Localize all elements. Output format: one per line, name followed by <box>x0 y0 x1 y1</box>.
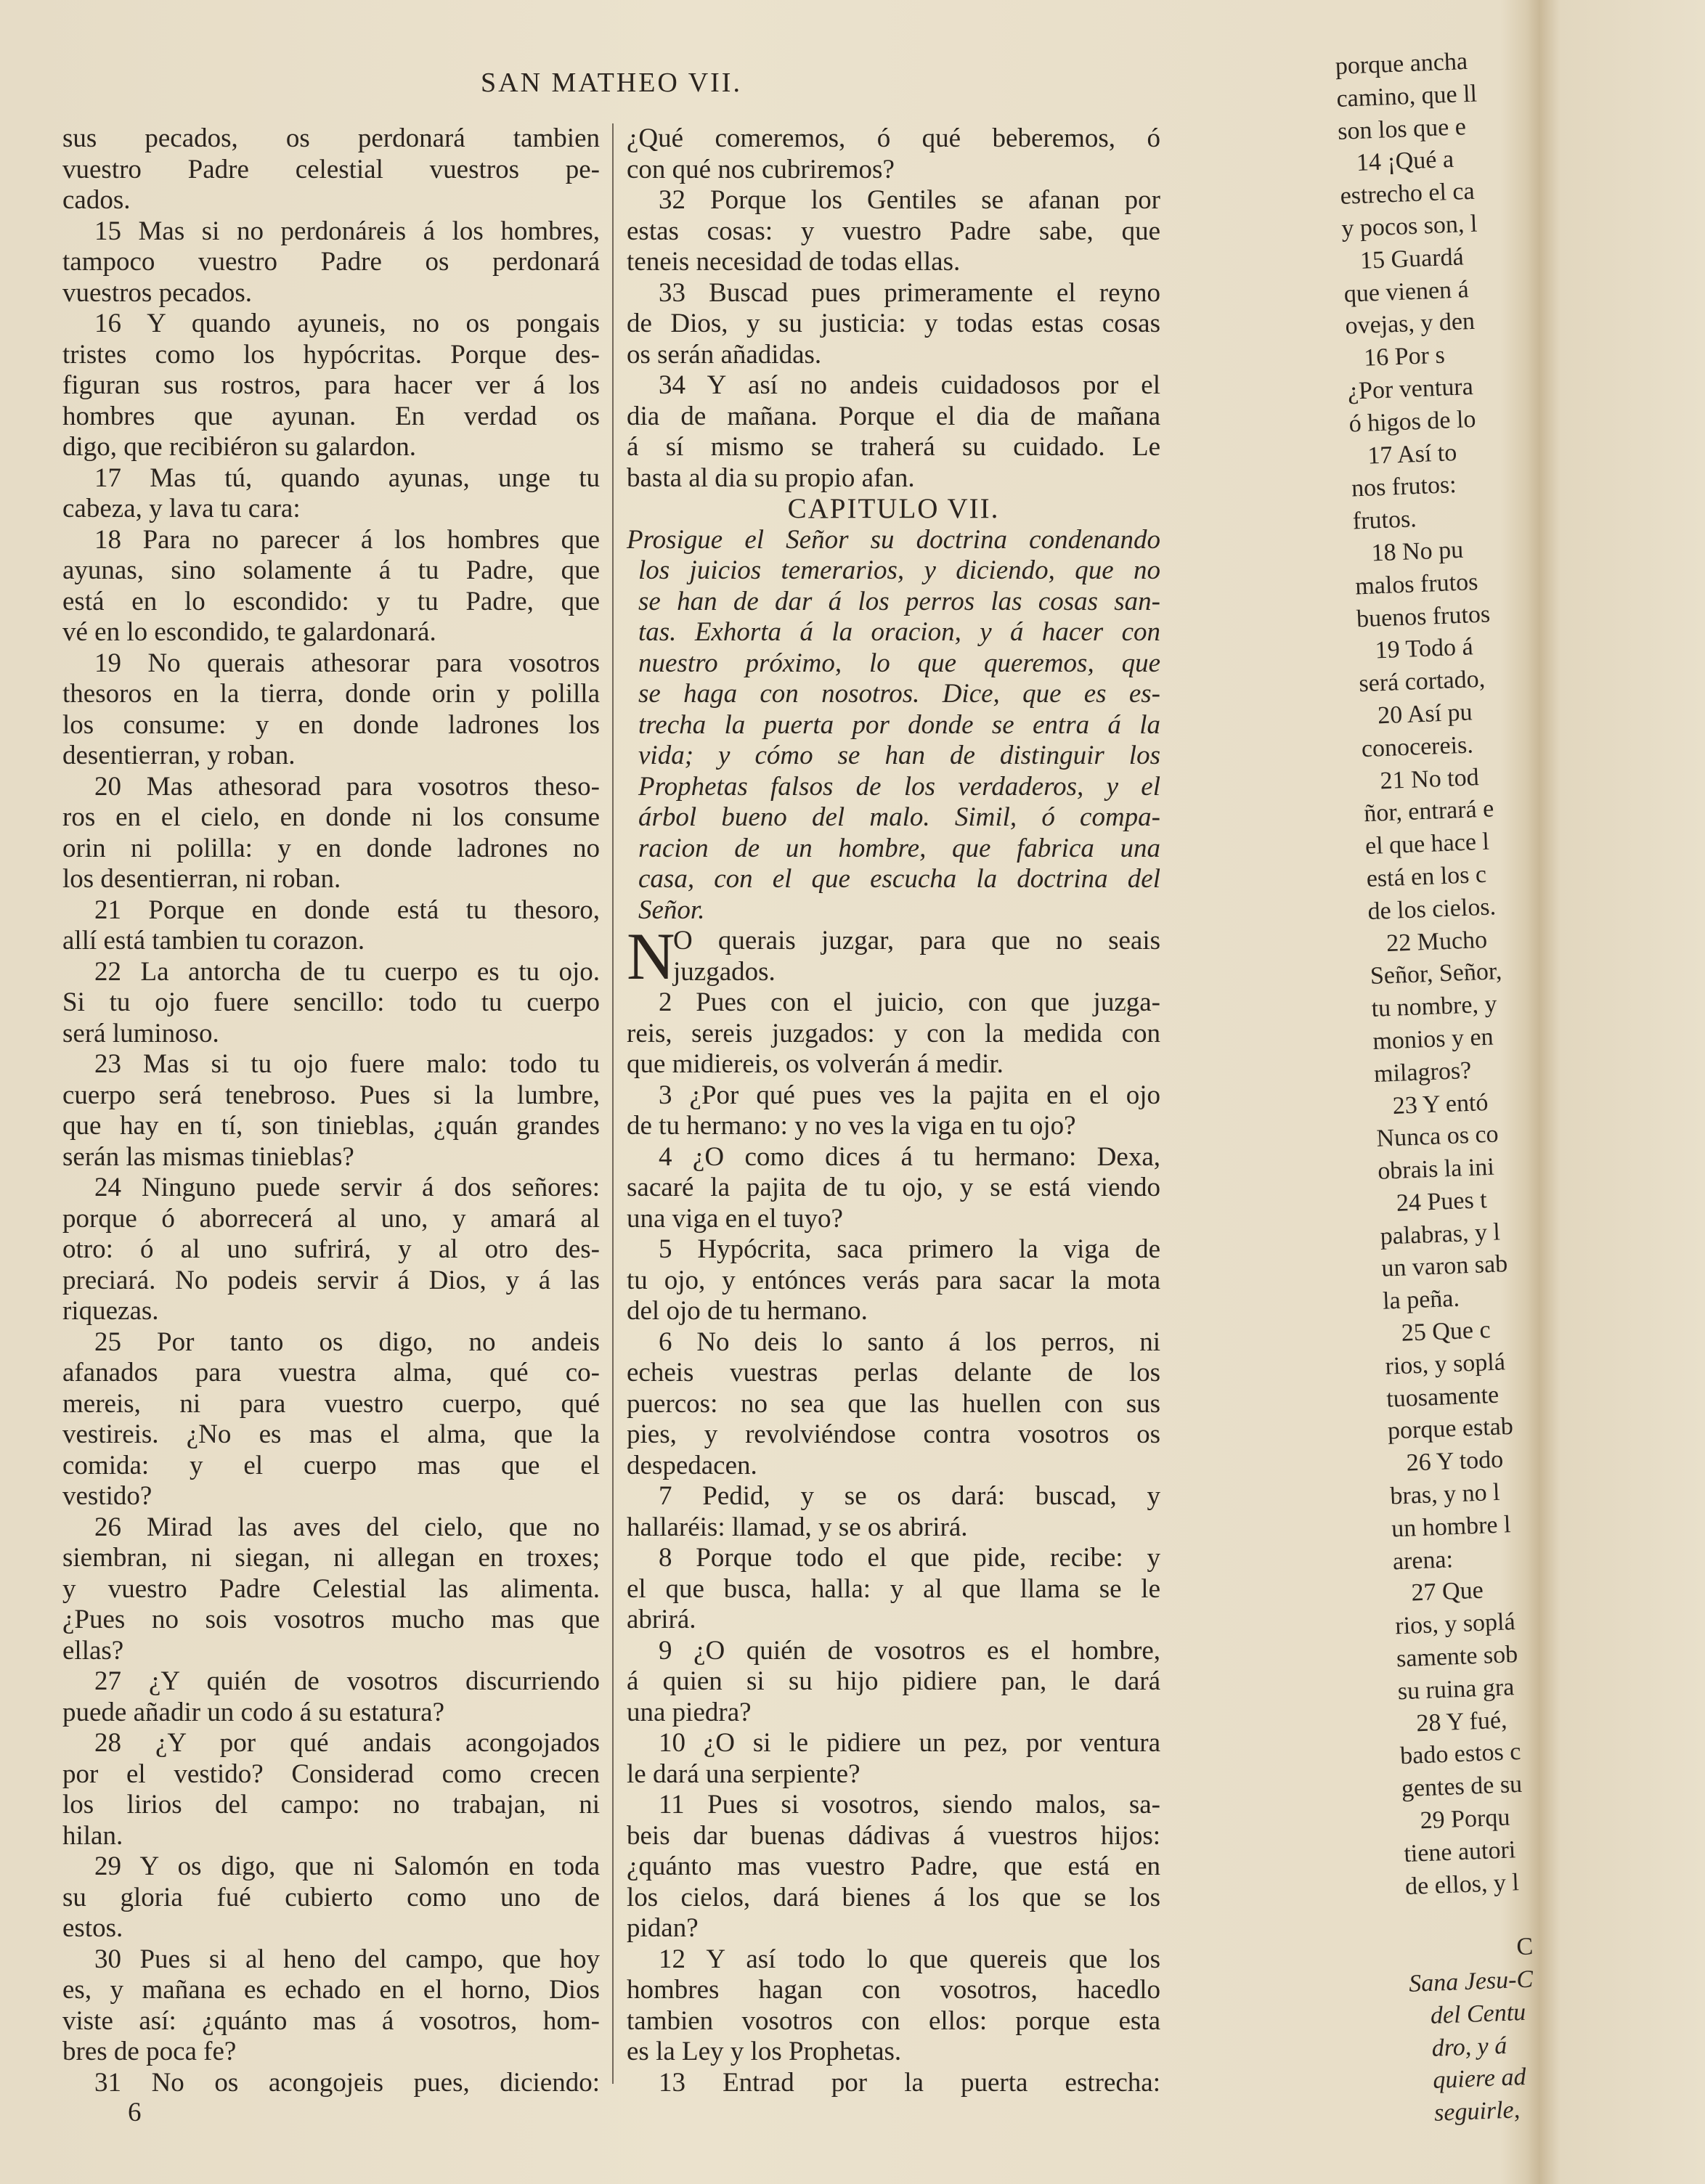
fragment-line: 16 Por s <box>1363 341 1446 372</box>
text-line: figuran sus rostros, para hacer ver á los <box>62 370 600 400</box>
text-line: ellas? <box>62 1635 124 1666</box>
fragment-line: rios, y soplá <box>1384 1348 1506 1380</box>
fragment-line: monios y en <box>1372 1023 1494 1055</box>
text-line: serán las mismas tinieblas? <box>62 1141 354 1172</box>
fragment-line: de los cielos. <box>1367 893 1497 925</box>
first-verse <box>627 919 1160 993</box>
text-line: porque ó aborrecerá al uno, y amará al <box>62 1203 600 1234</box>
text-line: árbol bueno del malo. Simil, ó compa- <box>638 802 1160 832</box>
sidenote-line: del Centu <box>1430 1998 1526 2029</box>
text-line: 2 Pues con el juicio, con que juzga- <box>659 987 1160 1017</box>
verse-paragraph <box>627 1728 1160 1790</box>
drop-cap: N <box>627 919 675 993</box>
text-line: echeis vuestras perlas delante de los <box>627 1358 1160 1388</box>
verse-paragraph <box>627 1790 1160 1944</box>
text-line: ¿Qué comeremos, ó qué beberemos, ó <box>627 123 1160 153</box>
text-line: hombres hagan con vosotros, hacedlo <box>627 1975 1160 2005</box>
text-line: 8 Porque todo el que pide, recibe: y <box>659 1543 1160 1573</box>
text-line: ¿quánto mas vuestro Padre, que está en <box>627 1851 1160 1881</box>
fragment-line: 28 Y fué, <box>1415 1706 1508 1737</box>
fragment-line: porque estab <box>1387 1413 1514 1446</box>
fragment-line: ¿Por ventura <box>1347 373 1474 405</box>
facing-page-fragment <box>1329 44 1534 2178</box>
fragment-line: conocereis. <box>1361 731 1474 763</box>
fragment-line: un varon sab <box>1380 1250 1508 1283</box>
text-line: 5 Hypócrita, saca primero la viga de <box>659 1234 1160 1264</box>
text-line: 22 La antorcha de tu cuerpo es tu ojo. <box>94 956 600 987</box>
fragment-line: Señor, Señor, <box>1370 958 1502 990</box>
text-line: 23 Mas si tu ojo fuere malo: todo tu <box>94 1049 600 1079</box>
text-line: que midiereis, os volverán á medir. <box>627 1049 1004 1079</box>
text-line: reis, sereis juzgados: y con la medida con <box>627 1018 1160 1048</box>
text-line: á quien si su hijo pidiere pan, le dará <box>627 1666 1160 1696</box>
text-line: 3 ¿Por qué pues ves la pajita en el ojo <box>659 1080 1160 1110</box>
text-line: tu ojo, y entónces verás para sacar la mota <box>627 1265 1160 1295</box>
verse-paragraph <box>62 2068 600 2099</box>
text-line: pies, y revolviéndose contra vosotros os <box>627 1419 1160 1449</box>
fragment-line: gentes de su <box>1401 1771 1523 1803</box>
text-line: vestido? <box>62 1481 152 1511</box>
text-line: estas cosas: y vuestro Padre sabe, que <box>627 216 1160 246</box>
sidenote-heading: C <box>1515 1933 1534 1961</box>
fragment-line: ovejas, y den <box>1344 308 1476 341</box>
fragment-line: tuosamente <box>1385 1381 1499 1413</box>
text-line: sus pecados, os perdonará tambien <box>62 123 600 153</box>
fragment-line: ó higos de lo <box>1348 405 1477 438</box>
verse-paragraph <box>627 1080 1160 1142</box>
sidenote-line: quiere ad <box>1432 2063 1527 2095</box>
text-line: siembran, ni siegan, ni allegan en troxes; <box>62 1543 600 1573</box>
text-line: el que busca, halla: y al que llama se le <box>627 1573 1160 1604</box>
text-line: de Dios, y su justicia: y todas estas cosas <box>627 309 1160 338</box>
text-line: digo, que recibiéron su galardon. <box>62 432 417 462</box>
text-line: 31 No os acongojeis pues, diciendo: <box>94 2067 600 2098</box>
text-line: una piedra? <box>627 1697 752 1727</box>
text-line: teneis necesidad de todas ellas. <box>627 247 961 277</box>
text-line: basta al dia su propio afan. <box>627 463 915 493</box>
verse-paragraph <box>62 772 600 895</box>
fragment-line: rios, y soplá <box>1394 1608 1516 1640</box>
text-line: con qué nos cubriremos? <box>627 154 895 184</box>
text-line: Señor. <box>638 895 705 925</box>
text-line: 9 ¿O quién de vosotros es el hombre, <box>659 1635 1160 1666</box>
text-line: otro: ó al uno sufrirá, y al otro des- <box>62 1234 600 1264</box>
text-line: 16 Y quando ayuneis, no os pongais <box>94 309 600 338</box>
text-line: 26 Mirad las aves del cielo, que no <box>94 1512 600 1542</box>
verse-paragraph <box>62 1327 600 1512</box>
fragment-line: Nunca os co <box>1375 1120 1499 1153</box>
right-column <box>627 123 1160 2098</box>
text-line: de tu hermano: y no ves la viga en tu ojo? <box>627 1111 1076 1141</box>
text-line: los consume: y en donde ladrones los <box>62 709 600 740</box>
text-line: y vuestro Padre Celestial las alimenta. <box>62 1573 600 1604</box>
fragment-line: 19 Todo á <box>1375 633 1474 664</box>
verse-paragraph <box>627 278 1160 371</box>
text-line: comida: y el cuerpo mas que el <box>62 1450 600 1480</box>
left-column <box>62 123 600 2098</box>
text-line: dia de mañana. Porque el dia de mañana <box>627 401 1160 431</box>
fragment-line: y pocos son, l <box>1340 210 1478 243</box>
text-line: 13 Entrad por la puerta estrecha: <box>659 2067 1160 2098</box>
text-line: orin ni polilla: y en donde ladrones no <box>62 833 600 863</box>
text-line: una viga en el tuyo? <box>627 1203 843 1234</box>
text-line: á sí mismo se traherá su cuidado. Le <box>627 432 1160 462</box>
verse-paragraph <box>62 1512 600 1667</box>
column-divider <box>612 123 614 2084</box>
sidenote-line: dro, y á <box>1431 2032 1507 2062</box>
text-line: vida; y cómo se han de distinguir los <box>638 741 1160 770</box>
text-line: pidan? <box>627 1913 699 1943</box>
text-line: 30 Pues si al heno del campo, que hoy <box>94 1944 600 1974</box>
text-line: ros en el cielo, en donde ni los consume <box>62 802 600 832</box>
verse-paragraph <box>62 123 600 216</box>
text-line: tristes como los hypócritas. Porque des- <box>62 339 600 370</box>
page-signature: 6 <box>128 2098 142 2127</box>
fragment-line: 27 Que <box>1410 1577 1484 1607</box>
fragment-line: será cortado, <box>1358 665 1486 698</box>
fragment-line: 15 Guardá <box>1359 243 1465 274</box>
fragment-line: porque ancha <box>1335 48 1468 80</box>
text-line: 4 ¿O como dices á tu hermano: Dexa, <box>659 1141 1160 1172</box>
text-line: que hay en tí, son tinieblas, ¿quán grandes <box>62 1111 600 1141</box>
text-line: racion de un hombre, que fabrica una <box>638 833 1160 863</box>
verse-paragraph <box>62 309 600 463</box>
fragment-line: su ruina gra <box>1397 1674 1515 1706</box>
text-line: 27 ¿Y quién de vosotros discurriendo <box>94 1666 600 1696</box>
fragment-line: 22 Mucho <box>1385 926 1488 957</box>
text-line: allí está tambien tu corazon. <box>62 926 365 956</box>
text-line: es, y mañana es echado en el horno, Dios <box>62 1975 600 2005</box>
text-line: ayunas, sino solamente á tu Padre, que <box>62 555 600 585</box>
fragment-line: frutos. <box>1352 505 1417 535</box>
fragment-line: 24 Pues t <box>1396 1186 1488 1217</box>
text-line: por el vestido? Considerad como crecen <box>62 1759 600 1789</box>
text-line: tas. Exhorta á la oracion, y á hacer con <box>638 617 1160 647</box>
fragment-line: el que hace l <box>1364 828 1490 860</box>
verses-before-chapter <box>627 123 1160 494</box>
text-line: Prosigue el Señor su doctrina condenando <box>627 524 1160 555</box>
text-line: mereis, ni para vuestro cuerpo, qué <box>62 1388 600 1419</box>
text-line: cados. <box>62 185 131 215</box>
verse-paragraph <box>627 1543 1160 1636</box>
fragment-line: 29 Porqu <box>1419 1804 1511 1835</box>
text-line: 28 ¿Y por qué andais acongojados <box>94 1728 600 1758</box>
text-line: los desentierran, ni roban. <box>62 864 341 894</box>
verse-paragraph <box>627 1327 1160 1482</box>
verse-paragraph <box>62 1851 600 1944</box>
verse-paragraph <box>627 525 1160 926</box>
text-line: 21 Porque en donde está tu thesoro, <box>94 895 600 925</box>
text-line: 15 Mas si no perdonáreis á los hombres, <box>94 216 600 246</box>
verse-paragraph <box>62 648 600 772</box>
verse-paragraph <box>62 1173 600 1327</box>
text-line: los cielos, dará bienes á los que se los <box>627 1882 1160 1912</box>
text-line: 12 Y así todo lo que quereis que los <box>659 1944 1160 1974</box>
text-line: hilan. <box>62 1820 123 1851</box>
text-line: os serán añadidas. <box>627 339 822 370</box>
text-line: 6 No deis lo santo á los perros, ni <box>659 1327 1160 1357</box>
text-line: vé en lo escondido, te galardonará. <box>62 617 436 647</box>
fragment-line: samente sob <box>1396 1641 1518 1673</box>
text-line: se haga con nosotros. Dice, que es es- <box>638 679 1160 709</box>
text-line: ¿Pues no sois vosotros mucho mas que <box>62 1605 600 1634</box>
fragment-line: palabras, y l <box>1380 1218 1501 1250</box>
text-line: vuestro Padre celestial vuestros pe- <box>62 154 600 184</box>
verse-paragraph <box>62 216 600 309</box>
fragment-line: obrais la ini <box>1377 1153 1495 1185</box>
fragment-line: buenos frutos <box>1356 600 1491 632</box>
text-line: hombres que ayunan. En verdad os <box>62 401 600 431</box>
text-line: los juicios temerarios, y diciendo, que no <box>638 555 1160 585</box>
verse-paragraph <box>62 1049 600 1173</box>
text-line: 18 Para no parecer á los hombres que <box>94 524 600 555</box>
text-line: Prophetas falsos de los verdaderos, y el <box>638 771 1160 802</box>
text-line: abrirá. <box>627 1605 696 1634</box>
chapter-heading: CAPITULO VII. <box>787 493 1000 524</box>
text-line: trecha la puerta por donde se entra á la <box>638 709 1160 740</box>
text-line: hallaréis: llamad, y se os abrirá. <box>627 1512 968 1542</box>
text-line: afanados para vuestra alma, qué co- <box>62 1358 600 1388</box>
text-line: vestireis. ¿No es mas el alma, que la <box>62 1419 600 1449</box>
fragment-line: bado estos c <box>1399 1738 1522 1770</box>
fragment-line: 21 No tod <box>1379 763 1480 794</box>
text-line: sacaré la pajita de tu ojo, y se está viendo <box>627 1173 1160 1202</box>
text-line: 17 Mas tú, quando ayunas, unge tu <box>94 463 600 493</box>
text-line: vuestros pecados. <box>62 277 252 308</box>
text-line: del ojo de tu hermano. <box>627 1296 868 1326</box>
fragment-line: 17 Así to <box>1367 439 1457 470</box>
running-header: SAN MATHEO VII. <box>481 68 742 98</box>
verse-paragraph <box>62 525 600 648</box>
fragment-line: malos frutos <box>1354 568 1478 600</box>
text-line: 25 Por tanto os digo, no andeis <box>94 1327 600 1357</box>
text-line: 11 Pues si vosotros, siendo malos, sa- <box>659 1790 1160 1820</box>
verse-paragraph <box>627 1234 1160 1327</box>
text-line: thesoros en la tierra, donde orin y polilla <box>62 679 600 709</box>
fragment-line: 18 No pu <box>1370 536 1464 567</box>
fragment-line: 14 ¡Qué a <box>1356 146 1454 177</box>
fragment-line: 25 Que c <box>1401 1316 1492 1347</box>
fragment-line: 20 Así pu <box>1377 698 1473 730</box>
text-line: bres de poca fe? <box>62 2037 237 2066</box>
fragment-line: un hombre l <box>1391 1511 1512 1543</box>
fragment-line: son los que e <box>1337 113 1467 145</box>
fragment-line: que vienen á <box>1343 275 1470 308</box>
text-line: riquezas. <box>62 1296 159 1326</box>
text-line: 7 Pedid, y se os dará: buscad, y <box>659 1481 1160 1511</box>
verse-paragraph <box>627 2068 1160 2099</box>
text-line: Si tu ojo fuere sencillo: todo tu cuerpo <box>62 987 600 1017</box>
fragment-line: 23 Y entó <box>1392 1088 1489 1120</box>
verse-paragraph <box>627 370 1160 494</box>
text-line: su gloria fué cubierto como uno de <box>62 1882 600 1912</box>
fragment-line: ñor, entrará e <box>1363 795 1494 828</box>
verses-after-chapter <box>627 987 1160 2098</box>
text-line: viste así: ¿quánto mas á vosotros, hom- <box>62 2005 600 2036</box>
text-line: 24 Ninguno puede servir á dos señores: <box>94 1173 600 1202</box>
text-line: cabeza, y lava tu cara: <box>62 494 301 523</box>
text-line: cuerpo será tenebroso. Pues si la lumbre, <box>62 1080 600 1110</box>
text-line: estos. <box>62 1913 123 1943</box>
text-line: los lirios del campo: no trabajan, ni <box>62 1790 600 1820</box>
fragment-line: nos frutos: <box>1351 471 1457 502</box>
sidenote-line: seguirle, <box>1433 2096 1521 2127</box>
text-line: puercos: no sea que las huellen con sus <box>627 1388 1160 1419</box>
text-line: O querais juzgar, para que no seais <box>673 926 1160 956</box>
text-line: 29 Y os digo, que ni Salomón en toda <box>94 1851 600 1881</box>
text-line: está en lo escondido: y tu Padre, que <box>62 586 600 616</box>
text-line: será luminoso. <box>62 1018 219 1048</box>
verse-paragraph <box>62 1666 600 1728</box>
text-line: tambien vosotros con ellos: porque esta <box>627 2005 1160 2036</box>
verse-paragraph <box>62 1728 600 1851</box>
fragment-line: 26 Y todo <box>1406 1446 1504 1477</box>
verse-paragraph <box>62 463 600 525</box>
fragment-line: tu nombre, y <box>1370 990 1498 1023</box>
fragment-line: de ellos, y l <box>1404 1868 1520 1900</box>
chapter-summary <box>627 525 1160 926</box>
verse-paragraph <box>62 1944 600 2068</box>
verse-paragraph <box>62 895 600 957</box>
fragment-line: está en los c <box>1366 860 1487 893</box>
verse-paragraph <box>627 1636 1160 1729</box>
text-line: es la Ley y los Prophetas. <box>627 2037 902 2066</box>
text-line: 20 Mas athesorad para vosotros theso- <box>94 771 600 802</box>
text-line: casa, con el que escucha la doctrina del <box>638 864 1160 894</box>
text-line: tampoco vuestro Padre os perdonará <box>62 247 600 277</box>
verse-paragraph <box>627 987 1160 1080</box>
text-line: beis dar buenas dádivas á vuestros hijos: <box>627 1820 1160 1851</box>
text-line: nuestro próximo, lo que queremos, que <box>638 648 1160 678</box>
fragment-line: tiene autori <box>1403 1836 1516 1867</box>
text-line: puede añadir un codo á su estatura? <box>62 1697 445 1727</box>
text-line: juzgados. <box>673 956 776 987</box>
text-line: despedacen. <box>627 1450 757 1480</box>
text-line: 33 Buscad pues primeramente el reyno <box>659 277 1160 308</box>
fragment-line: camino, que ll <box>1335 80 1478 113</box>
text-line: le dará una serpiente? <box>627 1759 860 1789</box>
verse-paragraph <box>62 957 600 1050</box>
text-line: 34 Y así no andeis cuidadosos por el <box>659 370 1160 400</box>
text-line: 19 No querais athesorar para vosotros <box>94 648 600 678</box>
verse-paragraph <box>627 1944 1160 2068</box>
text-line: se han de dar á los perros las cosas san- <box>638 586 1160 616</box>
fragment-line: milagros? <box>1373 1056 1472 1088</box>
text-line: desentierran, y roban. <box>62 741 296 770</box>
text-line: 32 Porque los Gentiles se afanan por <box>659 185 1160 215</box>
verse-paragraph <box>627 1142 1160 1235</box>
verse-paragraph <box>627 185 1160 278</box>
fragment-line: la peña. <box>1382 1284 1460 1315</box>
text-line: preciará. No podeis servir á Dios, y á las <box>62 1265 600 1295</box>
sidenote-line: Sana Jesu-C <box>1408 1965 1534 1998</box>
fragment-line: bras, y no l <box>1389 1478 1501 1510</box>
verse-paragraph <box>627 1481 1160 1543</box>
text-line: 10 ¿O si le pidiere un pez, por ventura <box>659 1728 1160 1758</box>
verse-paragraph <box>627 123 1160 185</box>
fragment-line: estrecho el ca <box>1339 177 1476 211</box>
fragment-line: arena: <box>1392 1545 1454 1576</box>
